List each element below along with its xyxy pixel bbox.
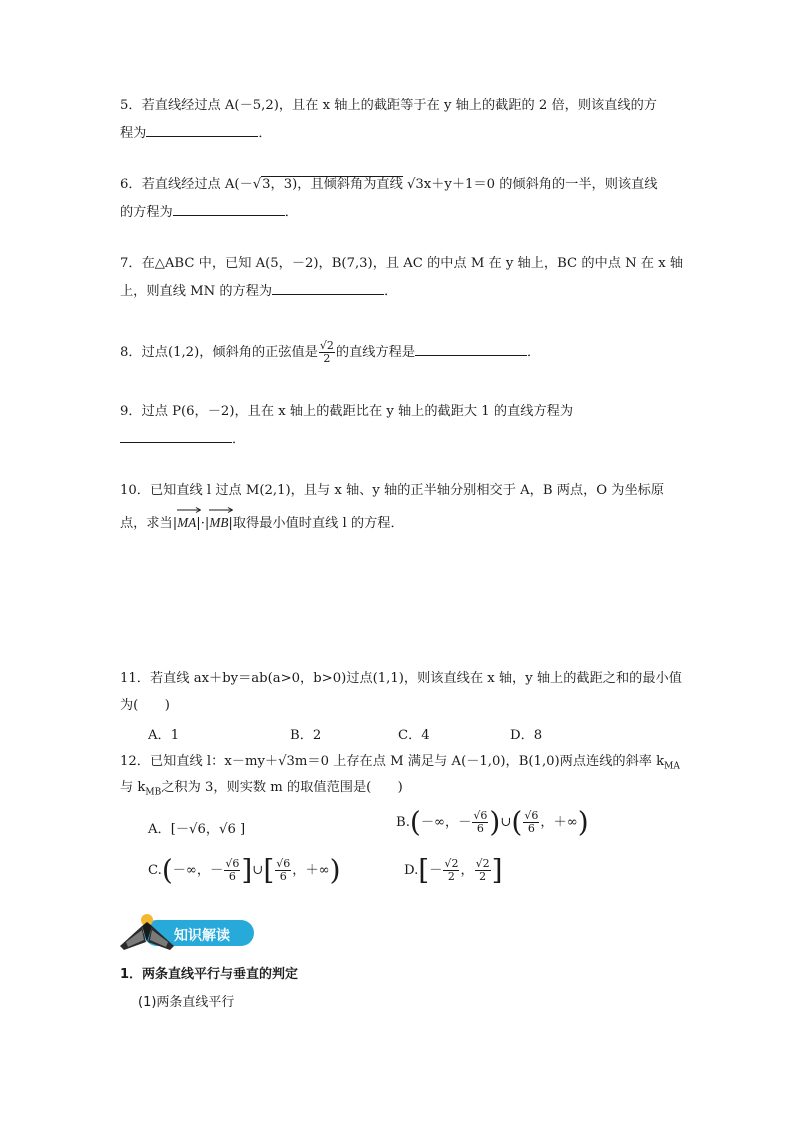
- q7-period: ．: [384, 284, 398, 299]
- q10-line1: 10．已知直线 l 过点 M(2,1)，且与 x 轴、y 轴的正半轴分别相交于 A，B 两点，O 为坐标原: [120, 483, 665, 498]
- q6-line2: [120, 201, 298, 223]
- q6-line1: [120, 175, 657, 195]
- q11-line2: 为( ): [120, 698, 170, 713]
- q12-text-d: 之积为 3，则实数 m 的取值范围是( ): [161, 780, 403, 795]
- q5-line2: [120, 122, 272, 144]
- q7-line2: [120, 280, 397, 302]
- q8-text-a: 8．过点(1,2)，倾斜角的正弦值是: [120, 345, 318, 360]
- vector-ma: MA: [177, 513, 196, 534]
- answer-blank: [272, 280, 384, 295]
- answer-blank: [415, 341, 527, 356]
- section-subheading: (1)两条直线平行: [138, 995, 235, 1010]
- q5-line1: 5．若直线经过点 A(－5,2)，且在 x 轴上的截距等于在 y 轴上的截距的 2 倍，则该直线的方: [120, 98, 657, 113]
- subscript: MB: [145, 787, 162, 798]
- q7-line2-text: 上，则直线 MN 的方程为: [120, 284, 273, 299]
- q7-line1: 7．在△ABC 中，已知 A(5，－2)，B(7,3)，且 AC 的中点 M 在 y 轴上，BC 的中点 N 在 x 轴: [120, 256, 684, 271]
- q12-option-d: D.[－ $\frac{√2}{2}$ ， $\frac{√2}{2}$ ]: [404, 853, 503, 887]
- answer-blank: [173, 201, 285, 216]
- badge-label: 知识解读: [174, 928, 230, 944]
- sqrt-symbol: √: [278, 754, 287, 769]
- q5-period: ．: [258, 126, 272, 141]
- q10-text-a: 点，求当|: [120, 516, 178, 531]
- answer-blank: [146, 122, 258, 137]
- q6-text-c: 3x＋y＋1＝0 的倾斜角的一半，则该直线: [415, 177, 658, 192]
- sqrt2-over-2-fraction: $\frac{√2}{2}$: [319, 339, 334, 365]
- q12-text-b: 3m＝0 上存在点 M 满足与 A(－1,0)，B(1,0)两点连线的斜率 k: [286, 754, 665, 769]
- q10-line2: [120, 513, 404, 534]
- q10-text-c: |取得最小值时直线 l 的方程．: [228, 516, 404, 531]
- subscript: MA: [664, 761, 680, 772]
- q9-line2: [120, 428, 245, 450]
- open-book-icon: [118, 912, 178, 950]
- vector-arrow-icon: [209, 507, 233, 513]
- q9-period: ．: [232, 432, 246, 447]
- q11-line1: 11．若直线 ax＋by＝ab(a>0，b>0)过点(1,1)，则该直线在 x 轴，y 轴上的截距之和的最小值: [120, 671, 682, 686]
- q6-text-b: 3，3)，且倾斜角为直线: [262, 177, 403, 192]
- answer-blank: [120, 428, 232, 443]
- q11-option-a: A．1: [148, 728, 180, 743]
- q6-line2-text: 的方程为: [120, 205, 173, 220]
- q6-text-a: 6．若直线经过点 A(－: [120, 177, 253, 192]
- vector-mb: MB: [209, 513, 228, 534]
- q8-line: [120, 340, 540, 365]
- q8-text-b: 的直线方程是: [335, 345, 416, 360]
- section-badge: [118, 912, 258, 950]
- q12-text-c: 与 k: [120, 780, 146, 795]
- q5-line2-text: 程为: [120, 126, 147, 141]
- q11-option-c: C．4: [398, 728, 430, 743]
- q8-period: ．: [527, 345, 541, 360]
- q12-text-a: 12．已知直线 l：x－my＋: [120, 754, 279, 769]
- q6-period: ．: [284, 205, 298, 220]
- sqrt-symbol: √: [406, 177, 416, 192]
- q10-text-b: |·|: [196, 516, 210, 531]
- q11-option-d: D．8: [510, 728, 543, 743]
- section-heading: 1．两条直线平行与垂直的判定: [120, 967, 299, 982]
- q11-option-b: B．2: [290, 728, 322, 743]
- sqrt-symbol: √: [252, 177, 262, 192]
- q12-line2: [120, 778, 403, 803]
- q12-line1: [120, 752, 680, 777]
- q12-option-a: A．[－√6，√6 ]: [148, 822, 246, 837]
- vector-arrow-icon: [177, 507, 201, 513]
- q9-line1: 9．过点 P(6，－2)，且在 x 轴上的截距比在 y 轴上的截距大 1 的直线方程为: [120, 404, 574, 419]
- q12-option-c: C.(－∞，－ $\frac{√6}{6}$ ]∪[ $\frac{√6}{6}$ ，＋∞): [148, 853, 341, 887]
- q12-option-b: B.(－∞，－ $\frac{√6}{6}$ )∪( $\frac{√6}{6}$ ，＋∞): [396, 805, 589, 839]
